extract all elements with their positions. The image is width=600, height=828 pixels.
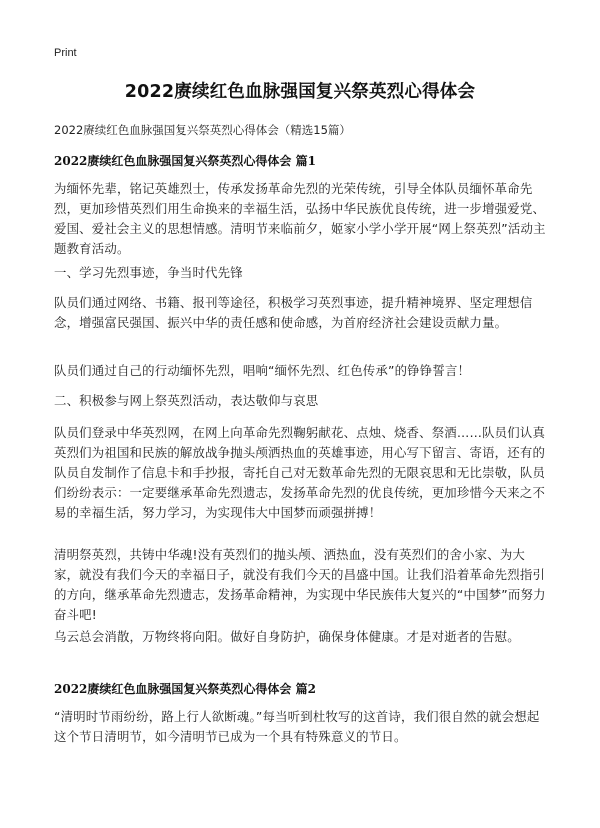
article-heading: 2022赓续红色血脉强国复兴祭英烈心得体会 篇2: [54, 682, 316, 696]
print-link[interactable]: Print: [54, 47, 77, 59]
article-paragraph: 为缅怀先辈，铭记英雄烈士，传承发扬革命先烈的光荣传统，引导全体队员缅怀革命先烈，更加珍惜英烈们用生命换来的幸福生活，弘扬中华民族优良传统，进一步增强爱党、爱国、爱社会主义的思想情感。清明节来临前夕，姬家小学小学开展“网上祭英烈”活动主题教育活动。: [54, 181, 546, 256]
article-paragraph: “清明时节雨纷纷，路上行人欲断魂。”每当听到杜牧写的这首诗，我们很自然的就会想起这个节日清明节，如今清明节已成为一个具有特殊意义的节日。: [54, 709, 540, 744]
article-paragraph: 队员们通过网络、书籍、报刊等途径，积极学习英烈事迹，提升精神境界、坚定理想信念，增强富民强国、振兴中华的责任感和使命感，为首府经济社会建设贡献力量。: [54, 295, 533, 330]
article-paragraph: 清明祭英烈，共铸中华魂!没有英烈们的抛头颅、洒热血，没有英烈们的舍小家、为大家，就没有我们今天的幸福日子，就没有我们今天的昌盛中国。让我们沿着革命先烈指引的方向，继承革命先烈遗志，发扬革命精神，为实现中华民族伟大复兴的“中国梦”而努力奋斗吧!: [54, 547, 546, 622]
article-heading: 2022赓续红色血脉强国复兴祭英烈心得体会 篇1: [54, 154, 316, 168]
article-paragraph: 队员们登录中华英烈网，在网上向革命先烈鞠躬献花、点烛、烧香、祭酒……队员们认真英烈们为祖国和民族的解放战争抛头颅洒热血的英雄事迹，用心写下留言、寄语，还有的队员自发制作了信息卡和手抄报，寄托自己对无数革命先烈的无限哀思和无比崇敬，队员们纷纷表示：一定要继承革命先烈遗志，发扬革命先烈的优良传统，更加珍惜今天来之不易的幸福生活，努力学习，为实现伟大中国梦而顽强拼搏！: [54, 425, 546, 520]
article-paragraph: 队员们通过自己的行动缅怀先烈，唱响“缅怀先烈、红色传承”的铮铮誓言！: [54, 363, 471, 378]
section-heading: 二、积极参与网上祭英烈活动，表达敬仰与哀思: [54, 393, 319, 408]
page-subtitle: 2022赓续红色血脉强国复兴祭英烈心得体会（精选15篇）: [54, 123, 351, 137]
page-title: 2022赓续红色血脉强国复兴祭英烈心得体会: [124, 82, 476, 102]
article-paragraph: 乌云总会消散，万物终将向阳。做好自身防护，确保身体健康。才是对逝者的告慰。: [54, 629, 520, 644]
section-heading: 一、学习先烈事迹，争当时代先锋: [54, 265, 243, 280]
